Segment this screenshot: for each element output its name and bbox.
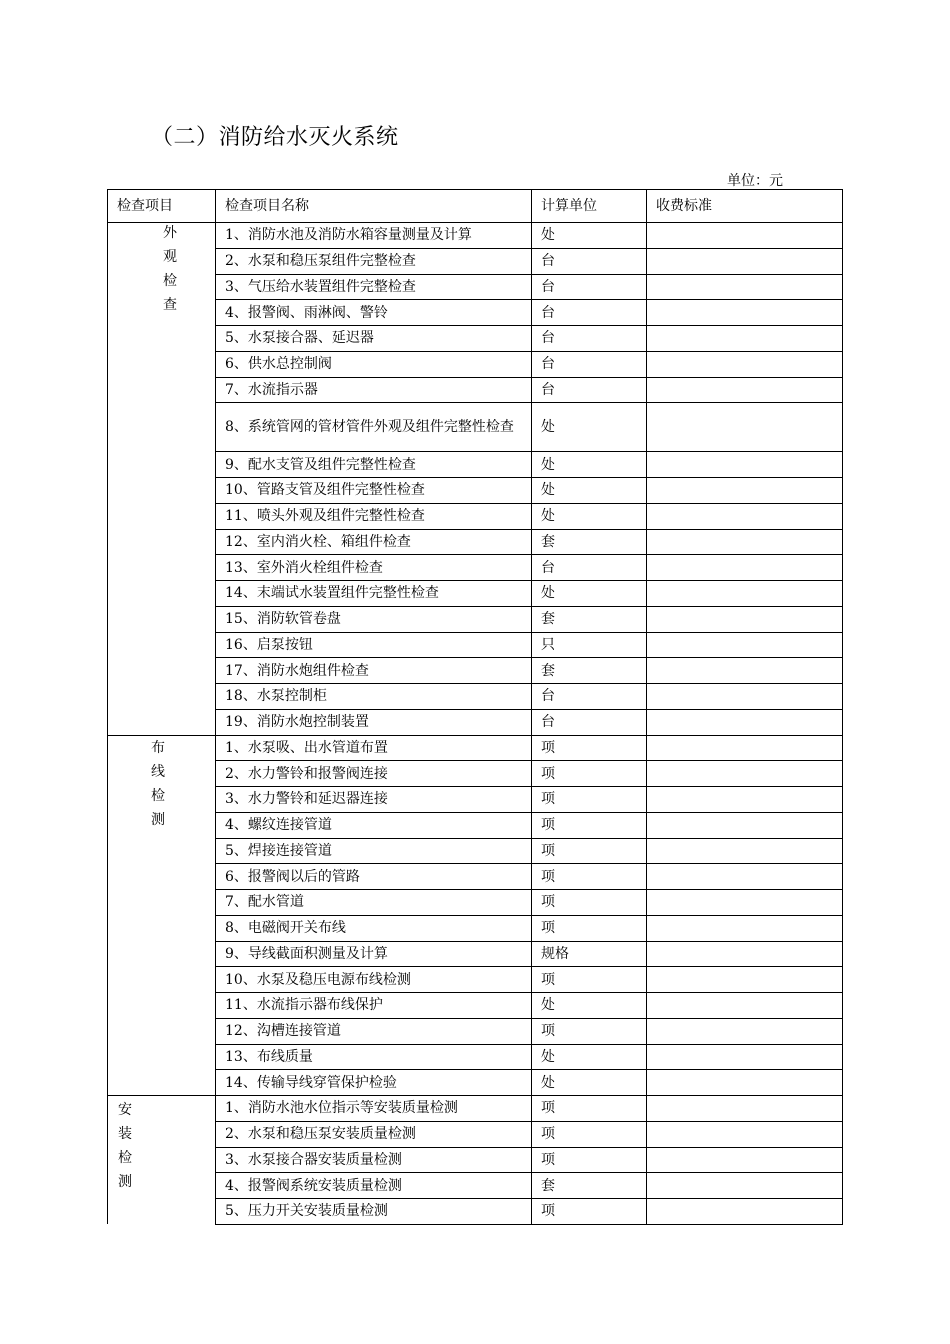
- table-row: [108, 452, 843, 478]
- table-row: [108, 993, 843, 1019]
- item-name-cell: 5、焊接连接管道: [216, 838, 532, 864]
- header-fee: 收费标准: [647, 190, 843, 223]
- category-char: 装: [118, 1126, 132, 1142]
- item-unit-cell: 项: [532, 787, 647, 813]
- table-header-row: [108, 190, 843, 223]
- category-label: [108, 223, 215, 318]
- item-fee-cell: [647, 248, 843, 274]
- table-row: [108, 838, 843, 864]
- unit-label: 单位：元: [727, 173, 783, 189]
- item-name-cell: 3、水力警铃和延迟器连接: [216, 787, 532, 813]
- item-unit-cell: 处: [532, 581, 647, 607]
- item-name-cell: 2、水力警铃和报警阀连接: [216, 761, 532, 787]
- item-fee-cell: [647, 735, 843, 761]
- category-char: 布: [151, 739, 165, 756]
- header-unit: 计算单位: [532, 190, 647, 223]
- item-fee-cell: [647, 838, 843, 864]
- item-unit-cell: 套: [532, 1173, 647, 1199]
- item-unit-cell: 项: [532, 735, 647, 761]
- item-unit-cell: 项: [532, 838, 647, 864]
- table-row: [108, 326, 843, 352]
- table-row: [108, 478, 843, 504]
- item-unit-cell: 项: [532, 1096, 647, 1122]
- table-row: [108, 529, 843, 555]
- item-fee-cell: [647, 915, 843, 941]
- item-name-cell: 9、配水支管及组件完整性检查: [216, 452, 532, 478]
- item-fee-cell: [647, 300, 843, 326]
- category-char: 安: [118, 1102, 132, 1118]
- item-fee-cell: [647, 529, 843, 555]
- table-row: [108, 606, 843, 632]
- table-row: [108, 351, 843, 377]
- table-row: [108, 1173, 843, 1199]
- item-name-cell: 13、室外消火栓组件检查: [216, 555, 532, 581]
- header-item-name: 检查项目名称: [216, 190, 532, 223]
- item-fee-cell: [647, 452, 843, 478]
- item-fee-cell: [647, 658, 843, 684]
- item-unit-cell: 套: [532, 606, 647, 632]
- item-name-cell: 4、螺纹连接管道: [216, 812, 532, 838]
- item-unit-cell: 台: [532, 274, 647, 300]
- item-fee-cell: [647, 787, 843, 813]
- item-fee-cell: [647, 1173, 843, 1199]
- category-cell: [108, 735, 216, 1096]
- item-name-cell: 17、消防水炮组件检查: [216, 658, 532, 684]
- table-row: [108, 967, 843, 993]
- item-name-cell: 12、沟槽连接管道: [216, 1018, 532, 1044]
- item-fee-cell: [647, 684, 843, 710]
- item-fee-cell: [647, 503, 843, 529]
- item-name-cell: 5、压力开关安装质量检测: [216, 1199, 532, 1225]
- item-fee-cell: [647, 1070, 843, 1096]
- item-fee-cell: [647, 555, 843, 581]
- table-row: [108, 684, 843, 710]
- header-category: 检查项目: [108, 190, 216, 223]
- item-unit-cell: 项: [532, 1199, 647, 1225]
- item-fee-cell: [647, 941, 843, 967]
- table-row: [108, 864, 843, 890]
- category-label: [108, 736, 215, 832]
- item-name-cell: 11、喷头外观及组件完整性检查: [216, 503, 532, 529]
- item-unit-cell: 项: [532, 864, 647, 890]
- item-name-cell: 8、电磁阀开关布线: [216, 915, 532, 941]
- item-fee-cell: [647, 478, 843, 504]
- item-name-cell: 7、水流指示器: [216, 377, 532, 403]
- item-name-cell: 18、水泵控制柜: [216, 684, 532, 710]
- item-name-cell: 4、报警阀系统安装质量检测: [216, 1173, 532, 1199]
- category-char: 观: [163, 249, 177, 265]
- item-name-cell: 14、传输导线穿管保护检验: [216, 1070, 532, 1096]
- item-name-cell: 10、水泵及稳压电源布线检测: [216, 967, 532, 993]
- table-row: [108, 658, 843, 684]
- item-unit-cell: 台: [532, 555, 647, 581]
- table-row: [108, 300, 843, 326]
- item-fee-cell: [647, 1121, 843, 1147]
- item-unit-cell: 项: [532, 1147, 647, 1173]
- item-name-cell: 5、水泵接合器、延迟器: [216, 326, 532, 352]
- category-char: 外: [163, 225, 177, 241]
- item-name-cell: 10、管路支管及组件完整性检查: [216, 478, 532, 504]
- category-char: 测: [151, 811, 165, 828]
- item-fee-cell: [647, 1147, 843, 1173]
- category-cell: [108, 223, 216, 736]
- item-unit-cell: 项: [532, 915, 647, 941]
- item-name-cell: 1、消防水池及消防水箱容量测量及计算: [216, 223, 532, 249]
- item-name-cell: 3、水泵接合器安装质量检测: [216, 1147, 532, 1173]
- item-unit-cell: 处: [532, 993, 647, 1019]
- item-name-cell: 1、水泵吸、出水管道布置: [216, 735, 532, 761]
- item-unit-cell: 台: [532, 709, 647, 735]
- item-unit-cell: 处: [532, 452, 647, 478]
- item-unit-cell: 项: [532, 890, 647, 916]
- item-name-cell: 16、启泵按钮: [216, 632, 532, 658]
- item-name-cell: 2、水泵和稳压泵安装质量检测: [216, 1121, 532, 1147]
- item-unit-cell: 项: [532, 812, 647, 838]
- item-unit-cell: 处: [532, 223, 647, 249]
- table-row: [108, 1199, 843, 1225]
- table-row: [108, 274, 843, 300]
- category-label: [108, 1098, 215, 1194]
- category-char: 检: [163, 273, 177, 289]
- item-fee-cell: [647, 581, 843, 607]
- item-unit-cell: 项: [532, 761, 647, 787]
- table-row: [108, 709, 843, 735]
- item-unit-cell: 项: [532, 1121, 647, 1147]
- table-row: [108, 555, 843, 581]
- table-row: [108, 1070, 843, 1096]
- table-row: [108, 248, 843, 274]
- item-fee-cell: [647, 890, 843, 916]
- item-name-cell: 13、布线质量: [216, 1044, 532, 1070]
- item-name-cell: 6、供水总控制阀: [216, 351, 532, 377]
- item-unit-cell: 处: [532, 1070, 647, 1096]
- item-unit-cell: 台: [532, 351, 647, 377]
- table-row: [108, 1018, 843, 1044]
- item-name-cell: 14、末端试水装置组件完整性检查: [216, 581, 532, 607]
- page-title: （二）消防给水灭火系统: [151, 125, 399, 150]
- table-row: [108, 735, 843, 761]
- item-unit-cell: 台: [532, 248, 647, 274]
- item-unit-cell: 台: [532, 377, 647, 403]
- table-row: [108, 761, 843, 787]
- item-fee-cell: [647, 761, 843, 787]
- item-fee-cell: [647, 812, 843, 838]
- item-name-cell: 7、配水管道: [216, 890, 532, 916]
- category-char: 查: [163, 297, 177, 313]
- item-fee-cell: [647, 326, 843, 352]
- item-name-cell: 3、气压给水装置组件完整检查: [216, 274, 532, 300]
- item-fee-cell: [647, 1096, 843, 1122]
- item-unit-cell: 项: [532, 1018, 647, 1044]
- item-name-cell: 2、水泵和稳压泵组件完整检查: [216, 248, 532, 274]
- item-name-cell: 1、消防水池水位指示等安装质量检测: [216, 1096, 532, 1122]
- item-fee-cell: [647, 606, 843, 632]
- item-unit-cell: 处: [532, 503, 647, 529]
- category-char: 检: [118, 1150, 132, 1166]
- item-fee-cell: [647, 1018, 843, 1044]
- item-name-cell: 11、水流指示器布线保护: [216, 993, 532, 1019]
- table-row: [108, 581, 843, 607]
- item-fee-cell: [647, 993, 843, 1019]
- item-name-cell: 6、报警阀以后的管路: [216, 864, 532, 890]
- item-unit-cell: 项: [532, 967, 647, 993]
- item-fee-cell: [647, 1044, 843, 1070]
- table-row: [108, 403, 843, 452]
- item-name-cell: 8、系统管网的管材管件外观及组件完整性检查: [216, 403, 532, 452]
- item-fee-cell: [647, 274, 843, 300]
- item-name-cell: 12、室内消火栓、箱组件检查: [216, 529, 532, 555]
- item-unit-cell: 台: [532, 300, 647, 326]
- item-unit-cell: 处: [532, 1044, 647, 1070]
- item-fee-cell: [647, 377, 843, 403]
- table-row: [108, 1096, 843, 1122]
- table-row: [108, 223, 843, 249]
- item-unit-cell: 台: [532, 684, 647, 710]
- table-row: [108, 1121, 843, 1147]
- category-char: 测: [118, 1174, 132, 1190]
- table-row: [108, 377, 843, 403]
- item-unit-cell: 规格: [532, 941, 647, 967]
- item-fee-cell: [647, 223, 843, 249]
- item-name-cell: 19、消防水炮控制装置: [216, 709, 532, 735]
- item-name-cell: 9、导线截面积测量及计算: [216, 941, 532, 967]
- item-unit-cell: 台: [532, 326, 647, 352]
- item-fee-cell: [647, 351, 843, 377]
- table-row: [108, 503, 843, 529]
- table-row: [108, 812, 843, 838]
- table-row: [108, 1147, 843, 1173]
- category-char: 线: [151, 763, 165, 780]
- category-char: 检: [151, 787, 165, 804]
- item-unit-cell: 只: [532, 632, 647, 658]
- table-row: [108, 941, 843, 967]
- table-row: [108, 632, 843, 658]
- item-unit-cell: 处: [532, 478, 647, 504]
- table-row: [108, 915, 843, 941]
- item-unit-cell: 处: [532, 403, 647, 452]
- table-row: [108, 890, 843, 916]
- table-row: [108, 787, 843, 813]
- item-fee-cell: [647, 864, 843, 890]
- item-fee-cell: [647, 1199, 843, 1225]
- category-cell: [108, 1096, 216, 1225]
- item-name-cell: 15、消防软管卷盘: [216, 606, 532, 632]
- item-fee-cell: [647, 967, 843, 993]
- table-row: [108, 1044, 843, 1070]
- item-fee-cell: [647, 403, 843, 452]
- item-name-cell: 4、报警阀、雨淋阀、警铃: [216, 300, 532, 326]
- item-fee-cell: [647, 632, 843, 658]
- item-unit-cell: 套: [532, 658, 647, 684]
- item-unit-cell: 套: [532, 529, 647, 555]
- fee-table: [107, 189, 843, 1225]
- item-fee-cell: [647, 709, 843, 735]
